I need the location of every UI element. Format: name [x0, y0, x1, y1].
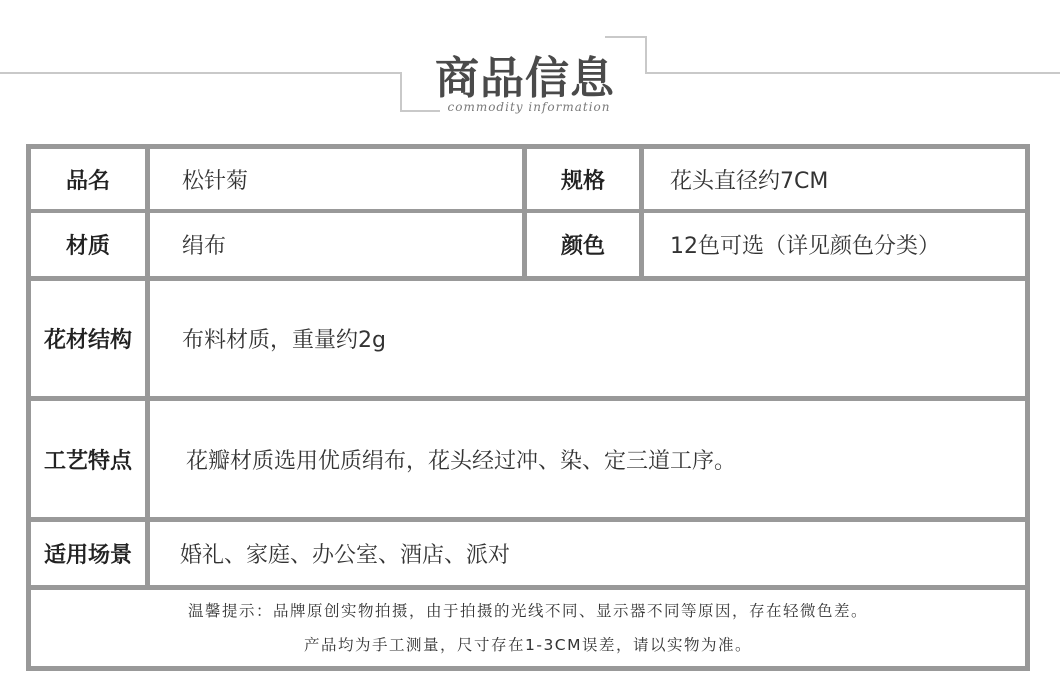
value-material: 绢布 [150, 213, 522, 276]
footnote [31, 590, 1025, 666]
label-color: 颜色 [527, 213, 639, 276]
header-divider-right [647, 72, 1060, 74]
value-spec: 花头直径约7CM [644, 149, 1025, 209]
value-usage: 婚礼、家庭、办公室、酒店、派对 [150, 522, 1025, 585]
header-bracket-left [400, 72, 402, 112]
label-structure: 花材结构 [31, 281, 145, 396]
header-divider-left [0, 72, 400, 74]
page-subtitle: commodity information [447, 100, 611, 114]
header-bracket-right-top [605, 36, 647, 38]
value-structure: 布料材质，重量约2g [150, 281, 1025, 396]
value-name: 松针菊 [150, 149, 522, 209]
label-material: 材质 [31, 213, 145, 276]
label-name: 品名 [31, 149, 145, 209]
header-bracket-right [645, 36, 647, 74]
label-craft: 工艺特点 [31, 401, 145, 517]
footnote-line-1: 温馨提示：品牌原创实物拍摄，由于拍摄的光线不同、显示器不同等原因，存在轻微色差。 [187, 602, 868, 620]
value-color: 12色可选（详见颜色分类） [644, 213, 1025, 276]
label-spec: 规格 [527, 149, 639, 209]
label-usage: 适用场景 [31, 522, 145, 585]
value-craft: 花瓣材质选用优质绢布，花头经过冲、染、定三道工序。 [150, 401, 1025, 517]
page-title: 商品信息 [435, 53, 615, 104]
footnote-line-2: 产品均为手工测量，尺寸存在1-3CM误差，请以实物为准。 [303, 636, 752, 654]
info-table [26, 144, 1030, 671]
